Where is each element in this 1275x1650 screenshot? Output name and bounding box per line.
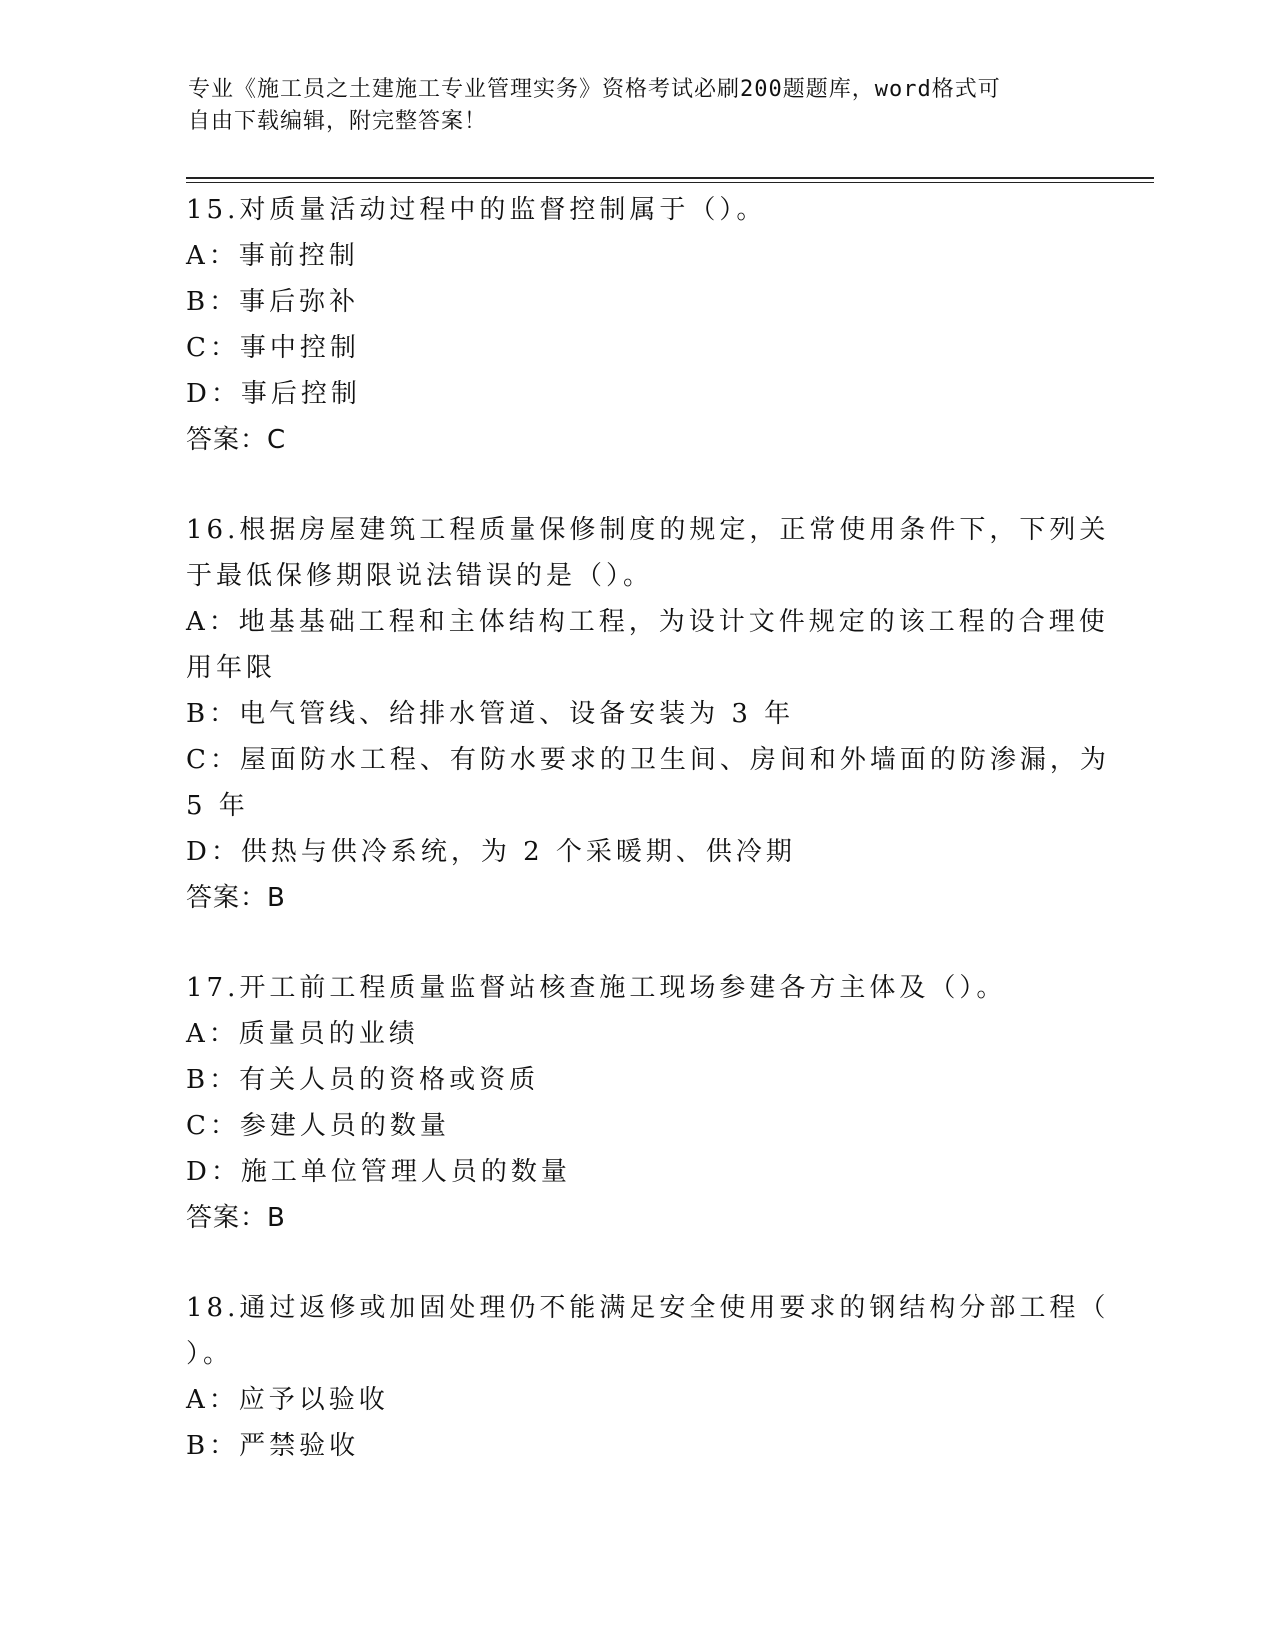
option-c: C：屋面防水工程、有防水要求的卫生间、房间和外墙面的防渗漏，为: [186, 745, 1110, 775]
question-stem-cont: 于最低保修期限说法错误的是（）。: [186, 561, 654, 591]
question-16: [186, 507, 1110, 921]
spacer: [186, 463, 1086, 507]
option-c: C：事中控制: [186, 333, 360, 363]
option-b: B：事后弥补: [186, 287, 360, 317]
question-stem: 16.根据房屋建筑工程质量保修制度的规定，正常使用条件下，下列关: [186, 515, 1110, 545]
option-c: C：参建人员的数量: [186, 1111, 450, 1141]
question-15: [186, 187, 1086, 463]
question-18: [186, 1285, 1110, 1469]
option-a: A：地基基础工程和主体结构工程，为设计文件规定的该工程的合理使: [186, 607, 1109, 637]
header-divider-thick: [186, 177, 1154, 179]
document-header: [188, 74, 1088, 138]
question-stem: 18.通过返修或加固处理仍不能满足安全使用要求的钢结构分部工程（: [186, 1293, 1110, 1323]
answer: 答案：B: [186, 1203, 286, 1233]
option-c-cont: 5 年: [186, 791, 249, 821]
answer: 答案：B: [186, 883, 286, 913]
option-d: D：事后控制: [186, 379, 361, 409]
question-stem-cont: ）。: [186, 1339, 234, 1369]
option-b: B：严禁验收: [186, 1431, 360, 1461]
header-divider-thin: [186, 182, 1154, 183]
question-stem: 17.开工前工程质量监督站核查施工现场参建各方主体及（）。: [186, 973, 1007, 1003]
question-17: [186, 965, 1086, 1241]
option-d: D：供热与供冷系统，为 2 个采暖期、供冷期: [186, 837, 796, 867]
option-d: D：施工单位管理人员的数量: [186, 1157, 571, 1187]
spacer: [186, 1241, 1086, 1285]
question-list: [186, 187, 1110, 1469]
option-b: B：电气管线、给排水管道、设备安装为 3 年: [186, 699, 795, 729]
option-a: A：事前控制: [186, 241, 359, 271]
option-a: A：质量员的业绩: [186, 1019, 419, 1049]
option-a: A：应予以验收: [186, 1385, 389, 1415]
option-b: B：有关人员的资格或资质: [186, 1065, 540, 1095]
spacer: [186, 921, 1086, 965]
answer: 答案：C: [186, 425, 287, 455]
header-line-1: 专业《施工员之土建施工专业管理实务》资格考试必刷200题题库，word格式可: [188, 77, 1001, 102]
question-stem: 15.对质量活动过程中的监督控制属于（）。: [186, 195, 767, 225]
option-a-cont: 用年限: [186, 653, 277, 683]
header-line-2: 自由下载编辑，附完整答案！: [188, 109, 488, 134]
